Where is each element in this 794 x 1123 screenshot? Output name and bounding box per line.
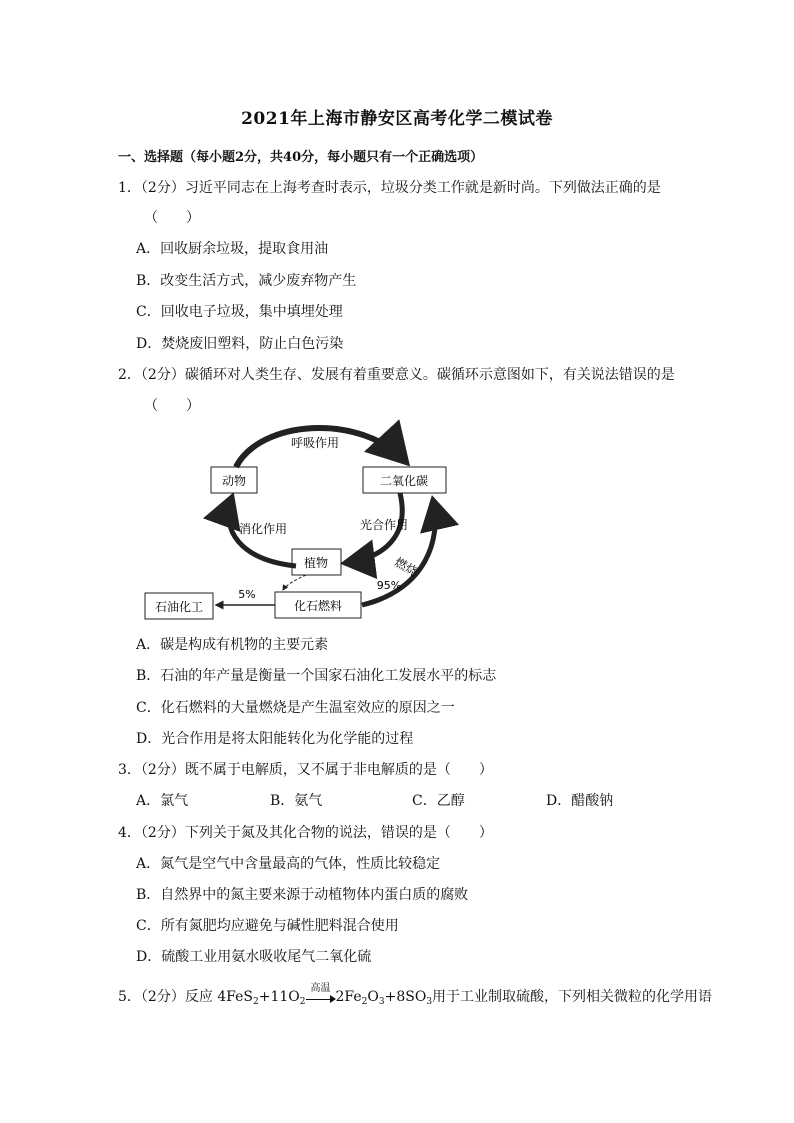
question-2-stem: 2．（2分）碳循环对人类生存、发展有着重要意义。碳循环示意图如下，有关说法错误的是: [118, 367, 675, 383]
label-co2: 二氧化碳: [379, 474, 429, 488]
question-2-bracket: （ ）: [144, 398, 200, 414]
q5-product-o: O: [367, 989, 379, 1005]
question-2-option-b: B．石油的年产量是衡量一个国家石油化工发展水平的标志: [136, 668, 497, 684]
question-4-stem: 4．（2分）下列关于氮及其化合物的说法，错误的是（ ）: [118, 825, 493, 841]
reaction-arrow: [306, 983, 336, 1004]
q5-suffix: 用于工业制取硫酸，下列相关微粒的化学用语: [432, 989, 713, 1005]
question-4-option-d: D．硫酸工业用氨水吸收尾气二氧化硫: [136, 949, 372, 965]
label-digestion: 消化作用: [238, 522, 288, 536]
section-heading: 一、选择题（每小题2分，共40分，每小题只有一个正确选项）: [118, 150, 484, 165]
reaction-arrow-line: [306, 999, 333, 1000]
reaction-condition: 高温: [310, 983, 331, 994]
q5-prefix: 5．（2分）反应 4FeS: [118, 989, 253, 1005]
question-1-option-a: A．回收厨余垃圾，提取食用油: [136, 241, 329, 257]
q5-sub-fe2: 2: [361, 997, 368, 1007]
question-1-option-b: B．改变生活方式，减少废弃物产生: [136, 273, 357, 289]
question-2-option-c: C．化石燃料的大量燃烧是产生温室效应的原因之一: [136, 700, 455, 716]
question-3-option-b: B．氨气: [270, 793, 323, 809]
question-5-stem: [118, 983, 713, 1007]
q5-sub-o3: 3: [378, 997, 385, 1007]
label-fossil: 化石燃料: [293, 599, 343, 613]
q5-product-fe2o3: 2Fe: [335, 989, 362, 1005]
question-2-option-d: D．光合作用是将太阳能转化为化学能的过程: [136, 731, 414, 747]
question-1-option-d: D．焚烧废旧塑料，防止白色污染: [136, 336, 344, 352]
label-plant: 植物: [303, 556, 329, 570]
label-photosynthesis: 光合作用: [359, 518, 409, 532]
question-3-option-a: A．氯气: [136, 793, 189, 809]
question-4-option-a: A．氮气是空气中含量最高的气体，性质比较稳定: [136, 856, 441, 872]
question-1-option-c: C．回收电子垃圾，集中填埋处理: [136, 304, 343, 320]
label-respiration: 呼吸作用: [290, 436, 340, 450]
question-4-option-c: C．所有氮肥均应避免与碱性肥料混合使用: [136, 918, 399, 934]
label-95-percent: 95%: [376, 579, 402, 592]
label-petrochem: 石油化工: [154, 600, 204, 614]
question-1-bracket: （ ）: [144, 210, 200, 226]
question-2-option-a: A．碳是构成有机物的主要元素: [136, 637, 329, 653]
q5-sub-so3: 3: [426, 997, 433, 1007]
reaction-arrow-head: [330, 995, 336, 1003]
label-5-percent: 5%: [238, 588, 256, 601]
q5-product-so3: +8SO: [384, 989, 427, 1005]
q5-sub-o2: 2: [299, 997, 306, 1007]
page-title: 2021年上海市静安区高考化学二模试卷: [241, 109, 553, 129]
label-animal: 动物: [221, 474, 247, 488]
q5-reactant-o2: +11O: [258, 989, 300, 1005]
question-3-option-d: D．醋酸钠: [546, 793, 614, 809]
question-1-stem: 1．（2分）习近平同志在上海考查时表示，垃圾分类工作就是新时尚。下列做法正确的是: [118, 180, 661, 196]
question-3-option-c: C．乙醇: [412, 793, 465, 809]
label-combustion: 燃烧: [392, 554, 420, 580]
question-3-stem: 3．（2分）既不属于电解质，又不属于非电解质的是（ ）: [118, 762, 493, 778]
q5-sub-fes2: 2: [253, 997, 259, 1007]
arrow-plant-to-fossil: [283, 575, 306, 590]
question-4-option-b: B．自然界中的氮主要来源于动植物体内蛋白质的腐败: [136, 887, 469, 903]
